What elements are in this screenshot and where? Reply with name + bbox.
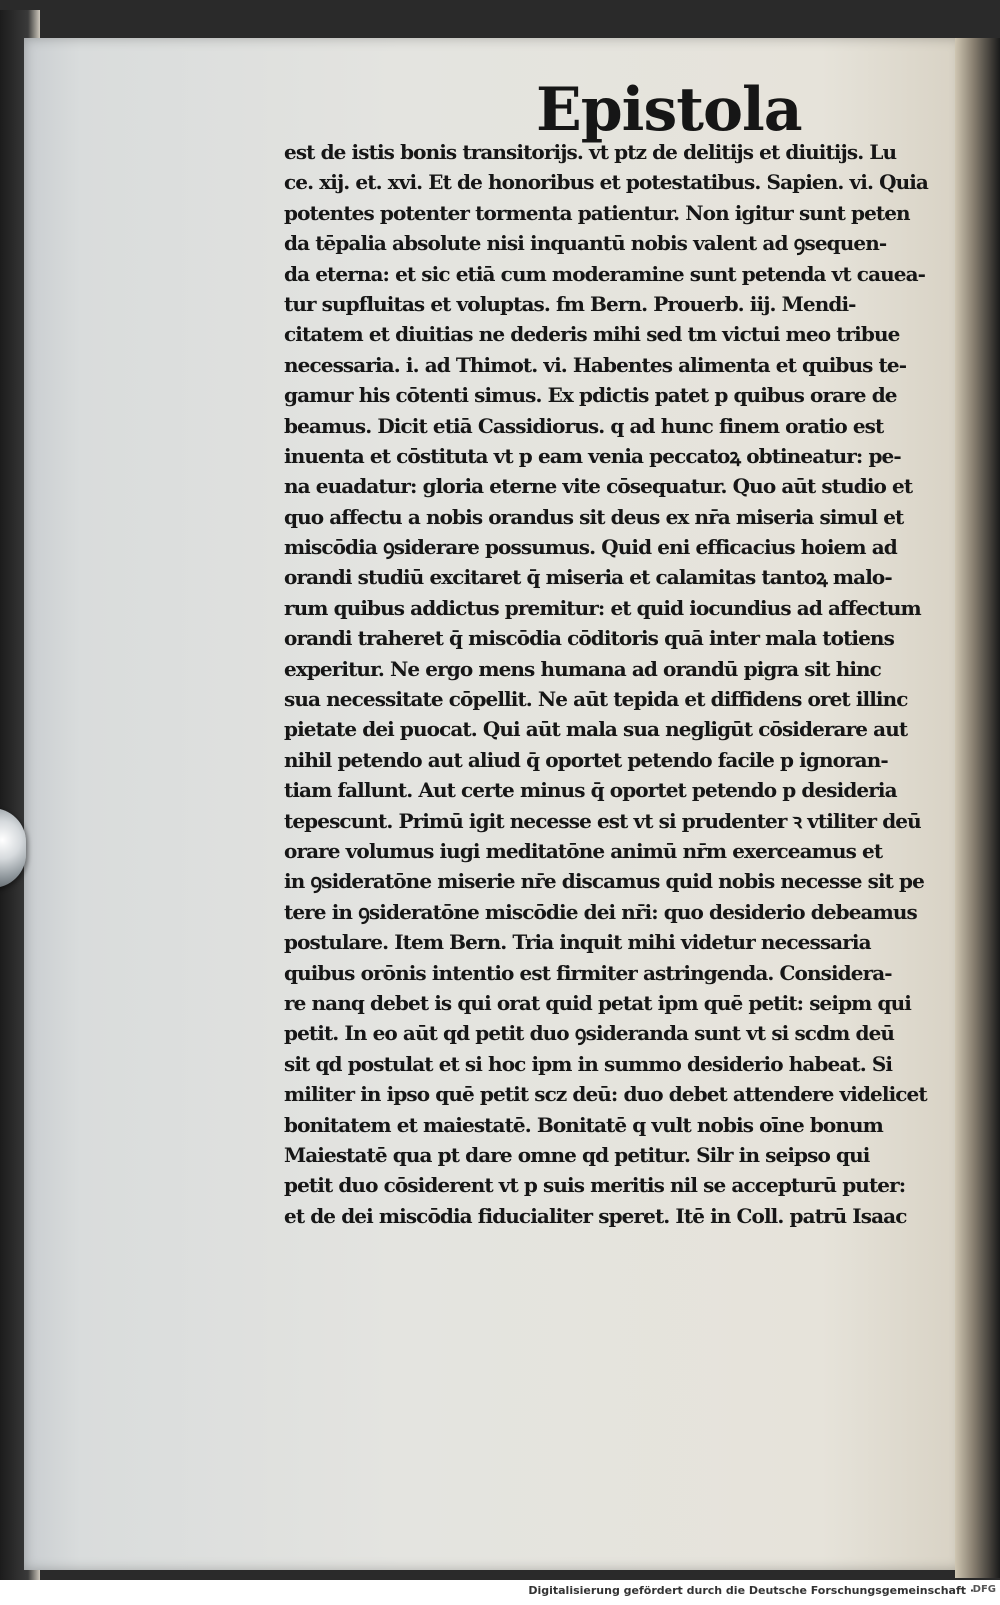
text-line: da tēpalia absolute nisi inquantū nobis valent ad ꝯsequen- (284, 231, 887, 256)
text-line: petit duo cōsiderent vt p suis meritis nil se accepturū puter: (284, 1173, 906, 1198)
text-line: rum quibus addictus premitur: et quid iocundius ad affectum (284, 595, 921, 620)
footer-credit: Digitalisierung gefördert durch die Deutsche Forschungsgemeinschaft · (528, 1584, 974, 1597)
dfg-logo: DFG (972, 1584, 996, 1595)
text-line: citatem et diuitias ne dederis mihi sed tm victui meo tribue (284, 322, 900, 347)
text-line: da eterna: et sic etiā cum moderamine sunt petenda vt cauea- (284, 261, 926, 286)
text-line: tepescunt. Primū igit necesse est vt si prudenter ꝛ vtiliter deū (284, 808, 921, 833)
text-line: est de istis bonis transitorijs. vt ptz de delitijs et diuitijs. Lu (284, 140, 897, 164)
body-text (284, 138, 939, 1232)
text-line: re nanq debet is qui orat quid petat ipm quē petit: seipm qui (284, 990, 911, 1015)
text-line: postulare. Item Bern. Tria inquit mihi videtur necessaria (284, 930, 871, 955)
text-line: tiam fallunt. Aut certe minus q̄ oportet petendo p desideria (284, 778, 897, 803)
book-right-edge (955, 38, 1000, 1578)
text-line: sua necessitate cōpellit. Ne aūt tepida et diffidens oret illinc (284, 687, 908, 712)
text-line: inuenta et cōstituta vt p eam venia peccatoꝝ obtineatur: pe- (284, 443, 901, 468)
text-line: pietate dei puocat. Qui aūt mala sua negligūt cōsiderare aut (284, 717, 908, 742)
text-line: bonitatem et maiestatē. Bonitatē q vult nobis oīne bonum (284, 1112, 883, 1137)
text-line: potentes potenter tormenta patientur. Non igitur sunt peten (284, 200, 910, 225)
text-line: nihil petendo aut aliud q̄ oportet petendo facile p ignoran- (284, 747, 888, 772)
text-line: et de dei miscōdia fiducialiter speret. Itē in Coll. patrū Isaac (284, 1203, 907, 1228)
text-line: Maiestatē qua pt dare omne qd petitur. Silr in seipso qui (284, 1142, 870, 1167)
text-line: necessaria. i. ad Thimot. vi. Habentes alimenta et quibus te- (284, 352, 907, 377)
text-line: militer in ipso quē petit scz deū: duo debet attendere videlicet (284, 1082, 927, 1107)
text-line: sit qd postulat et si hoc ipm in summo desiderio habeat. Si (284, 1051, 893, 1076)
text-line: ce. xij. et. xvi. Et de honoribus et potestatibus. Sapien. vi. Quia (284, 170, 928, 195)
text-line: quo affectu a nobis orandus sit deus ex nr̄a miseria simul et (284, 504, 904, 529)
text-line: miscōdia ꝯsiderare possumus. Quid eni efficacius hoiem ad (284, 535, 897, 560)
text-line: petit. In eo aūt qd petit duo ꝯsideranda sunt vt si scdm deū (284, 1021, 895, 1046)
text-line: orandi studiū excitaret q̄ miseria et calamitas tantoꝝ malo- (284, 565, 892, 590)
text-line: gamur his cōtenti simus. Ex pdictis patet p quibus orare de (284, 383, 897, 408)
text-line: quibus orōnis intentio est firmiter astringenda. Considera- (284, 960, 892, 985)
text-line: na euadatur: gloria eterne vite cōsequatur. Quo aūt studio et (284, 474, 913, 499)
text-line: orare volumus iugi meditatōne animū nr̄m exerceamus et (284, 838, 883, 863)
text-line: tur supfluitas et voluptas. fm Bern. Prouerb. iij. Mendi- (284, 291, 856, 316)
page-heading: Epistola (536, 75, 802, 145)
text-line: in ꝯsideratōne miserie nr̄e discamus quid nobis necesse sit pe (284, 869, 924, 894)
text-line: beamus. Dicit etiā Cassidiorus. q ad hunc finem oratio est (284, 413, 884, 438)
text-line: experitur. Ne ergo mens humana ad orandū pigra sit hinc (284, 656, 881, 681)
text-line: orandi traheret q̄ miscōdia cōditoris quā inter mala totiens (284, 626, 894, 651)
text-line: tere in ꝯsideratōne miscōdie dei nr̄i: quo desiderio debeamus (284, 899, 917, 924)
